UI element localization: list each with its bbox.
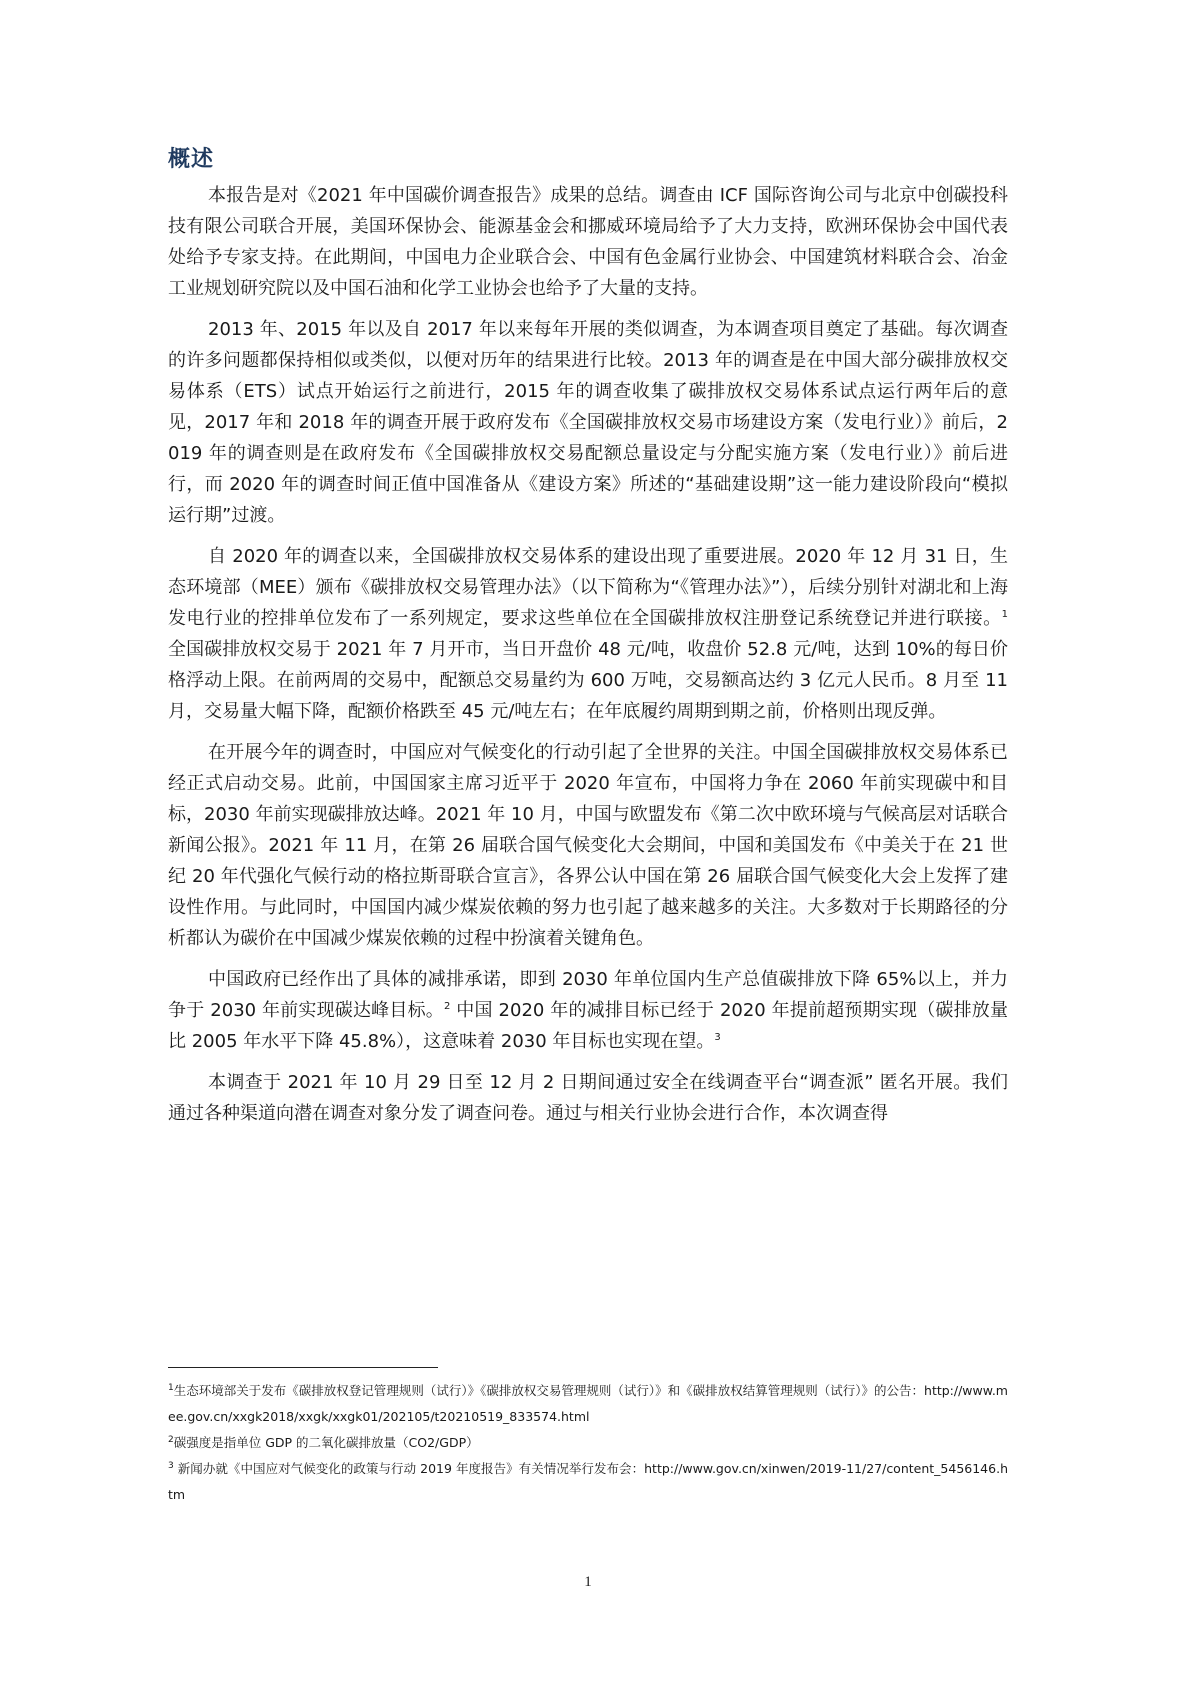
footnotes	[168, 1378, 1008, 1508]
footnote-number: 3	[168, 1460, 174, 1471]
footnote-ref[interactable]: 2	[443, 1001, 451, 1012]
paragraph-text: 中国 2020 年的减排目标已经于 2020 年提前超预期实现（碳排放量比 2005 年水平下降 45.8%），这意味着 2030 年目标也实现在望。	[168, 1000, 1008, 1052]
paragraph-methodology: 本调查于 2021 年 10 月 29 日至 12 月 2 日期间通过安全在线调查平台“调查派” 匿名开展。我们通过各种渠道向潜在调查对象分发了调查问卷。通过与相关行业协会进行合作，本次调查得	[168, 1072, 1008, 1124]
footnote-3	[168, 1456, 1008, 1508]
paragraph-intro: 本报告是对《2021 年中国碳价调查报告》成果的总结。调查由 ICF 国际咨询公司与北京中创碳投科技有限公司联合开展，美国环保协会、能源基金会和挪威环境局给予了大力支持，欧洲环保协会中国代表处给予专家支持。在此期间，中国电力企业联合会、中国有色金属行业协会、中国建筑材料联合会、冶金工业规划研究院以及中国石油和化学工业协会也给予了大量的支持。	[168, 185, 1008, 299]
footnote-2	[168, 1430, 1008, 1456]
paragraph-text: 全国碳排放权交易于 2021 年 7 月开市，当日开盘价 48 元/吨，收盘价 52.8 元/吨，达到 10%的每日价格浮动上限。在前两周的交易中，配额总交易量约为 600 万吨，交易额高达约 3 亿元人民币。8 月至 11 月，交易量大幅下降，配额价格跌至 45 元/吨左右；在年底履约周期到期之前，价格则出现反弹。	[168, 639, 1008, 722]
footnote-text[interactable]: 生态环境部关于发布《碳排放权登记管理规则（试行）》《碳排放权交易管理规则（试行）》和《碳排放权结算管理规则（试行）》的公告：http://www.mee.gov.cn/xxgk2018/xxgk/xxgk01/202105/t20210519_833574.html	[168, 1383, 1008, 1424]
paragraph-commitments	[168, 964, 1008, 1057]
body-text	[168, 180, 1008, 1139]
footnote-1	[168, 1378, 1008, 1430]
paragraph-text: 中国政府已经作出了具体的减排承诺，即到 2030 年单位国内生产总值碳排放下降 65%以上，并力争于 2030 年前实现碳达峰目标。	[168, 969, 1008, 1021]
paragraph-text: 自 2020 年的调查以来，全国碳排放权交易体系的建设出现了重要进展。2020 年 12 月 31 日，生态环境部（MEE）颁布《碳排放权交易管理办法》（以下简称为“《管理办法》”），后续分别针对湖北和上海发电行业的控排单位发布了一系列规定，要求这些单位在全国碳排放权注册登记系统登记并进行联接。	[168, 546, 1008, 629]
footnote-number: 2	[168, 1434, 174, 1445]
paragraph-history: 2013 年、2015 年以及自 2017 年以来每年开展的类似调查，为本调查项目奠定了基础。每次调查的许多问题都保持相似或类似，以便对历年的结果进行比较。2013 年的调查是在中国大部分碳排放权交易体系（ETS）试点开始运行之前进行，2015 年的调查收集了碳排放权交易体系试点运行两年后的意见，2017 年和 2018 年的调查开展于政府发布《全国碳排放权交易市场建设方案（发电行业）》前后，2019 年的调查则是在政府发布《全国碳排放权交易配额总量设定与分配实施方案（发电行业）》前后进行，而 2020 年的调查时间正值中国准备从《建设方案》所述的“基础建设期”这一能力建设阶段向“模拟运行期”过渡。	[168, 319, 1008, 526]
paragraph-progress	[168, 541, 1008, 727]
section-title: 概述	[168, 147, 215, 172]
footnote-divider	[168, 1367, 438, 1368]
footnote-ref[interactable]: 1	[1001, 609, 1008, 620]
paragraph-context: 在开展今年的调查时，中国应对气候变化的行动引起了全世界的关注。中国全国碳排放权交易体系已经正式启动交易。此前，中国国家主席习近平于 2020 年宣布，中国将力争在 2060 年前实现碳中和目标，2030 年前实现碳排放达峰。2021 年 10 月，中国与欧盟发布《第二次中欧环境与气候高层对话联合新闻公报》。2021 年 11 月，在第 26 届联合国气候变化大会期间，中国和美国发布《中美关于在 21 世纪 20 年代强化气候行动的格拉斯哥联合宣言》，各界公认中国在第 26 届联合国气候变化大会上发挥了建设性作用。与此同时，中国国内减少煤炭依赖的努力也引起了越来越多的关注。大多数对于长期路径的分析都认为碳价在中国减少煤炭依赖的过程中扮演着关键角色。	[168, 742, 1008, 949]
footnote-number: 1	[168, 1382, 174, 1393]
page-number: 1	[584, 1574, 592, 1590]
footnote-text: 碳强度是指单位 GDP 的二氧化碳排放量（CO2/GDP）	[173, 1435, 479, 1450]
footnote-ref[interactable]: 3	[714, 1032, 721, 1043]
footnote-text[interactable]: 新闻办就《中国应对气候变化的政策与行动 2019 年度报告》有关情况举行发布会：http://www.gov.cn/xinwen/2019-11/27/content_5456146.htm	[168, 1461, 1008, 1502]
